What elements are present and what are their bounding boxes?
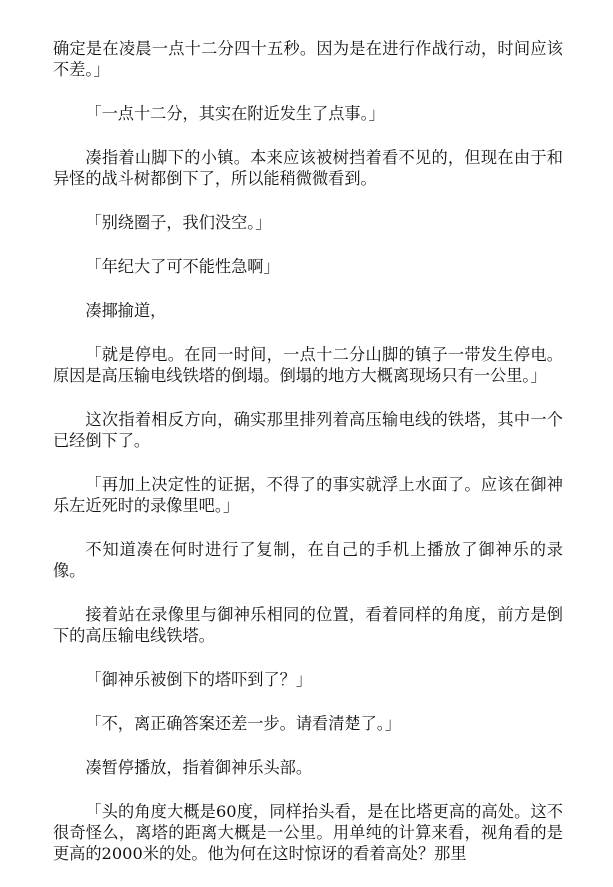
paragraph: 这次指着相反方向，确实那里排列着高压输电线的铁塔，其中一个已经倒下了。 xyxy=(53,410,563,450)
paragraph: 凑暂停播放，指着御神乐头部。 xyxy=(85,758,313,777)
body-text xyxy=(53,38,563,887)
paragraph: 确定是在凌晨一点十二分四十五秒。因为是在进行作战行动，时间应该不差。」 xyxy=(53,39,563,79)
paragraph: 凑揶揄道， xyxy=(85,301,167,320)
paragraph: 接着站在录像里与御神乐相同的位置，看着同样的角度，前方是倒下的高压输电线铁塔。 xyxy=(53,605,563,645)
paragraph: 「年纪大了可不能性急啊」 xyxy=(85,257,280,276)
paragraph: 「别绕圈子，我们没空。」 xyxy=(85,213,272,232)
paragraph: 「就是停电。在同一时间，一点十二分山脚的镇子一带发生停电。原因是高压输电线铁塔的倒塌。倒塌的地方大概离现场只有一公里。」 xyxy=(53,345,563,385)
paragraph: 凑指着山脚下的小镇。本来应该被树挡着看不见的，但现在由于和异怪的战斗树都倒下了，所以能稍微微看到。 xyxy=(53,148,563,188)
paragraph: 不知道凑在何时进行了复制，在自己的手机上播放了御神乐的录像。 xyxy=(53,540,563,580)
paragraph: 「御神乐被倒下的塔吓到了？」 xyxy=(85,670,313,689)
paragraph: 「不，离正确答案还差一步。请看清楚了。」 xyxy=(85,714,402,733)
paragraph: 「再加上决定性的证据，不得了的事实就浮上水面了。应该在御神乐左近死时的录像里吧。」 xyxy=(53,475,563,515)
paragraph: 「头的角度大概是60度，同样抬头看，是在比塔更高的高处。这不很奇怪么，离塔的距离大概是一公里。用单纯的计算来看，视角看的是更高的2000米的处。他为何在这时惊讶的看着高处？那里 xyxy=(53,802,563,863)
paragraph: 「一点十二分，其实在附近发生了点事。」 xyxy=(85,104,385,123)
